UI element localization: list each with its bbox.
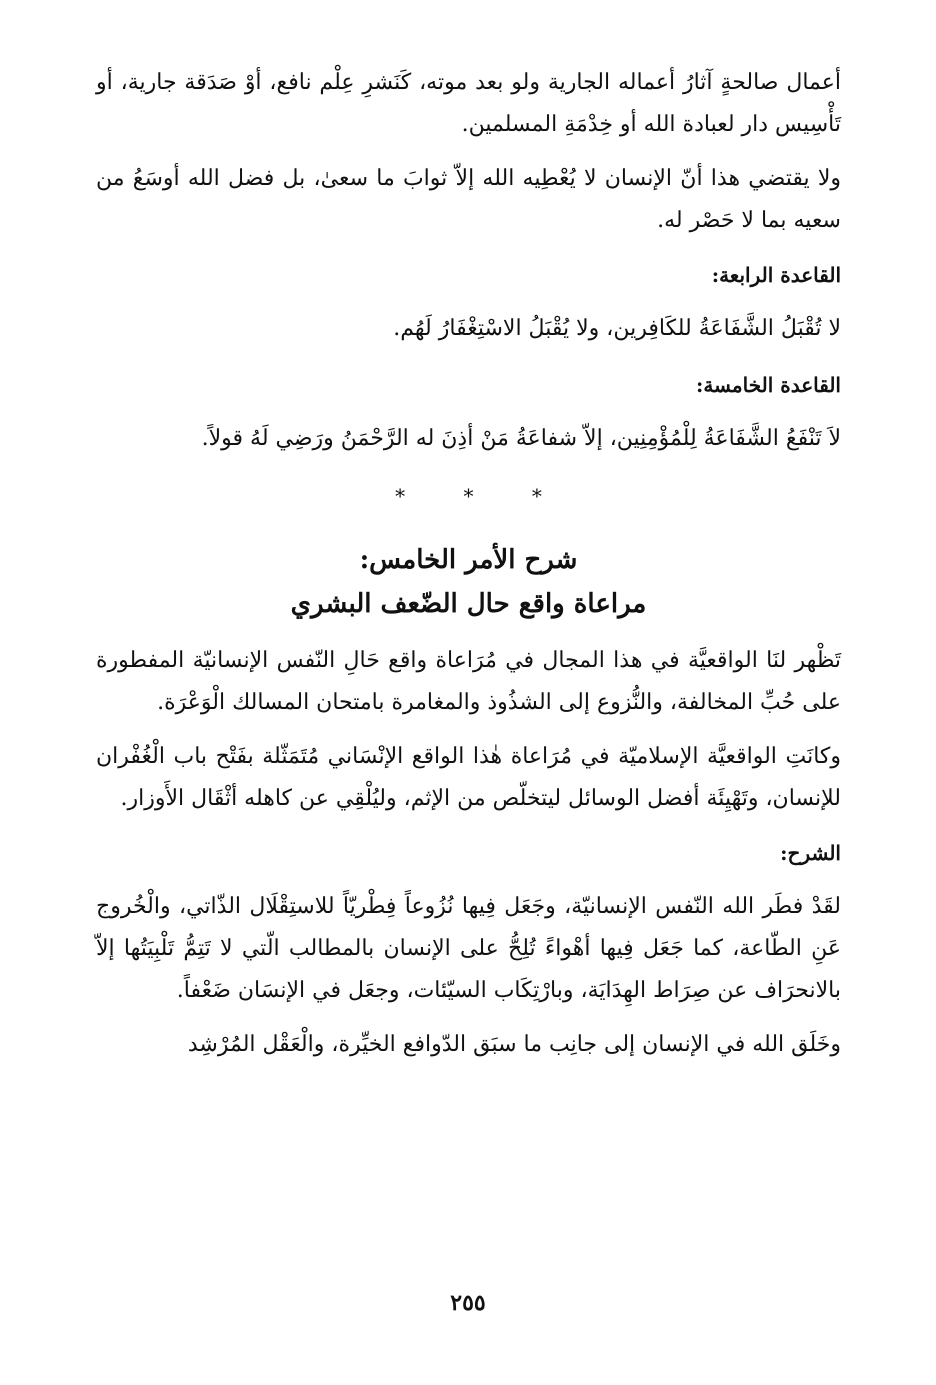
- section-separator: * * *: [395, 484, 568, 508]
- section-title-line-1: شرح الأمر الخامس:: [359, 545, 578, 575]
- paragraph-1: أعمال صالحةٍ آثارُ أعماله الجارية ولو بعد موته، كَنَشرِ عِلْم نافع، أوْ صَدَقة جارية، أو تَأْسِيس دار لعبادة الله أو خِدْمَةِ المسلمين.: [96, 70, 841, 137]
- section-title: [96, 538, 841, 626]
- explanation-label: الشرح:: [780, 841, 841, 865]
- paragraph-5: لقَدْ فطَر الله النّفس الإنسانيّة، وجَعَل فِيها نُزُوعاً فِطْريّاً للاستِقْلَال الذّاتي، والْخُروج عَنِ الطّاعة، كما جَعَل فِيها أهْواءً تُلِحُّ على الإنسان بالمطالب الّتي لا تَتِمُّ تَلْبِيَتُها إلاّ بالانحرَاف عن صِرَاط الهِدَايَة، وبارْتِكَاب السيّئات، وجعَل في الإنسَان ضَعْفاً.: [96, 894, 841, 1003]
- paragraph-3: تَظْهر لنَا الواقعيَّة في هذا المجال في مُرَاعاة واقع حَالِ النّفس الإنسانيّة المفطورة على حُبِّ المخالفة، والنُّزوع إلى الشذُوذ والمغامرة بامتحان المسالك الْوَعْرَة.: [96, 648, 841, 715]
- rule-5-text: لاَ تَنْفَعُ الشَّفَاعَةُ لِلْمُؤْمِنِين، إلاّ شفاعَةُ مَنْ أذِنَ له الرَّحْمَنُ ورَضِي لَهُ قولاً.: [201, 426, 841, 451]
- rule-5-heading: القاعدة الخامسة:: [695, 373, 841, 397]
- rule-4-text: لا تُقْبَلُ الشَّفَاعَةُ للكَافِرين، ولا يُقْبَلُ الاسْتِغْفَارُ لَهُم.: [393, 316, 841, 341]
- rule-4-heading: القاعدة الرابعة:: [711, 263, 841, 287]
- page-number: ٢٥٥: [450, 1290, 486, 1316]
- page-body: [96, 62, 841, 1078]
- paragraph-4: وكانَتِ الواقعيَّة الإسلاميّة في مُرَاعاة هٰذا الواقع الإنْسَاني مُتَمَثّلة بفَتْح باب الْغُفْران للإنسان، وتَهْيِئَة أفضل الوسائل ليتخلّص من الإثم، وليُلْقِي عن كاهله أثْقَال الأَوزار.: [96, 744, 841, 811]
- paragraph-2: ولا يقتضي هذا أنّ الإنسان لا يُعْطِيه الله إلاّ ثوابَ ما سعىٰ، بل فضل الله أوسَعُ من سعيه بما لا حَصْر له.: [96, 166, 841, 233]
- section-title-line-2: مراعاة واقع حال الضّعف البشري: [290, 589, 647, 619]
- paragraph-6: وخَلَق الله في الإنسان إلى جانِب ما سبَق الدّوافع الخيِّرة، والْعَقْل المُرْشِد: [187, 1032, 841, 1057]
